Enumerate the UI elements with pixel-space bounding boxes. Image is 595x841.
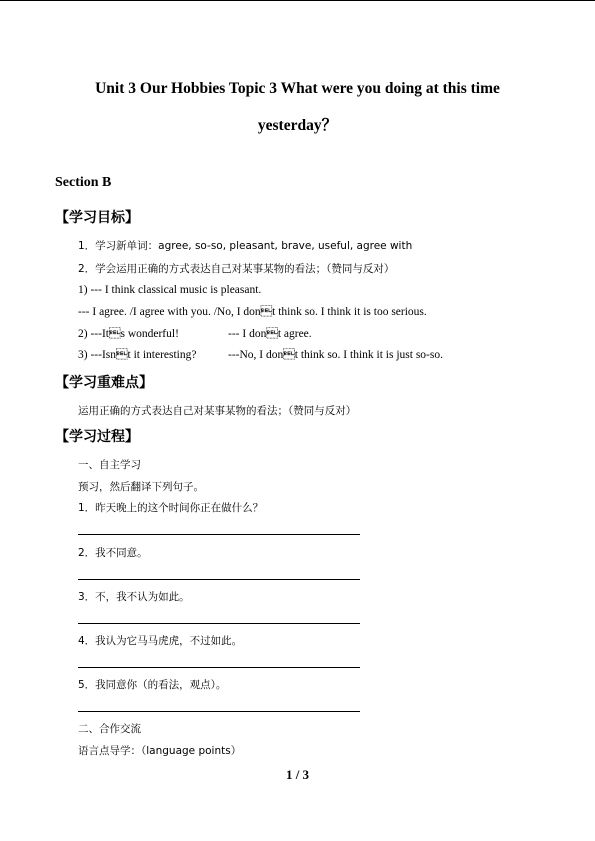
objective-item-2: 2．学会运用正确的方式表达自己对某事某物的看法；（赞同与反对）: [78, 263, 395, 275]
preview-instruction: 预习，然后翻译下列句子。: [78, 481, 204, 493]
example-1: 1) --- I think classical music is pleasant.: [78, 284, 262, 296]
question-1: 1．昨天晚上的这个时间你正在做什么？: [78, 502, 264, 514]
question-3: 3．不，我不认为如此。: [78, 591, 190, 603]
answer-line-1: [78, 534, 360, 535]
question-5: 5．我同意你（的看法，观点）。: [78, 679, 227, 691]
example-2-reply: --- I dont agree.: [228, 328, 312, 340]
language-points-label: 语言点导学：（language points）: [78, 745, 242, 757]
page-number: 1 / 3: [285, 767, 310, 782]
question-4: 4．我认为它马马虎虎，不过如此。: [78, 635, 243, 647]
document-title-line-2: yesterday？: [257, 117, 338, 134]
top-rule: [0, 0, 595, 1]
process-heading: 【学习过程】: [55, 429, 139, 445]
example-2: 2) ---Its wonderful!: [78, 328, 179, 340]
document-title-line-1: Unit 3 Our Hobbies Topic 3 What were you doing at this time: [95, 80, 500, 97]
example-3: 3) ---Isnt it interesting?: [78, 349, 197, 361]
answer-line-2: [78, 579, 360, 580]
cooperation-label: 二、合作交流: [78, 723, 141, 735]
objective-item-1: 1．学习新单词：agree, so-so, pleasant, brave, useful, agree with: [78, 240, 413, 252]
answer-line-4: [78, 667, 360, 668]
example-1-reply: --- I agree. /I agree with you. /No, I dont think so. I think it is too serious.: [78, 306, 427, 318]
question-2: 2．我不同意。: [78, 547, 148, 559]
answer-line-5: [78, 711, 360, 712]
key-points-text: 运用正确的方式表达自己对某事某物的看法；（赞同与反对）: [78, 405, 357, 417]
example-3-reply: ---No, I dont think so. I think it is just so-so.: [228, 349, 443, 361]
key-points-heading: 【学习重难点】: [55, 375, 153, 391]
objectives-heading: 【学习目标】: [55, 210, 139, 226]
section-label: Section B: [55, 175, 112, 190]
self-study-label: 一、自主学习: [78, 459, 141, 471]
answer-line-3: [78, 623, 360, 624]
